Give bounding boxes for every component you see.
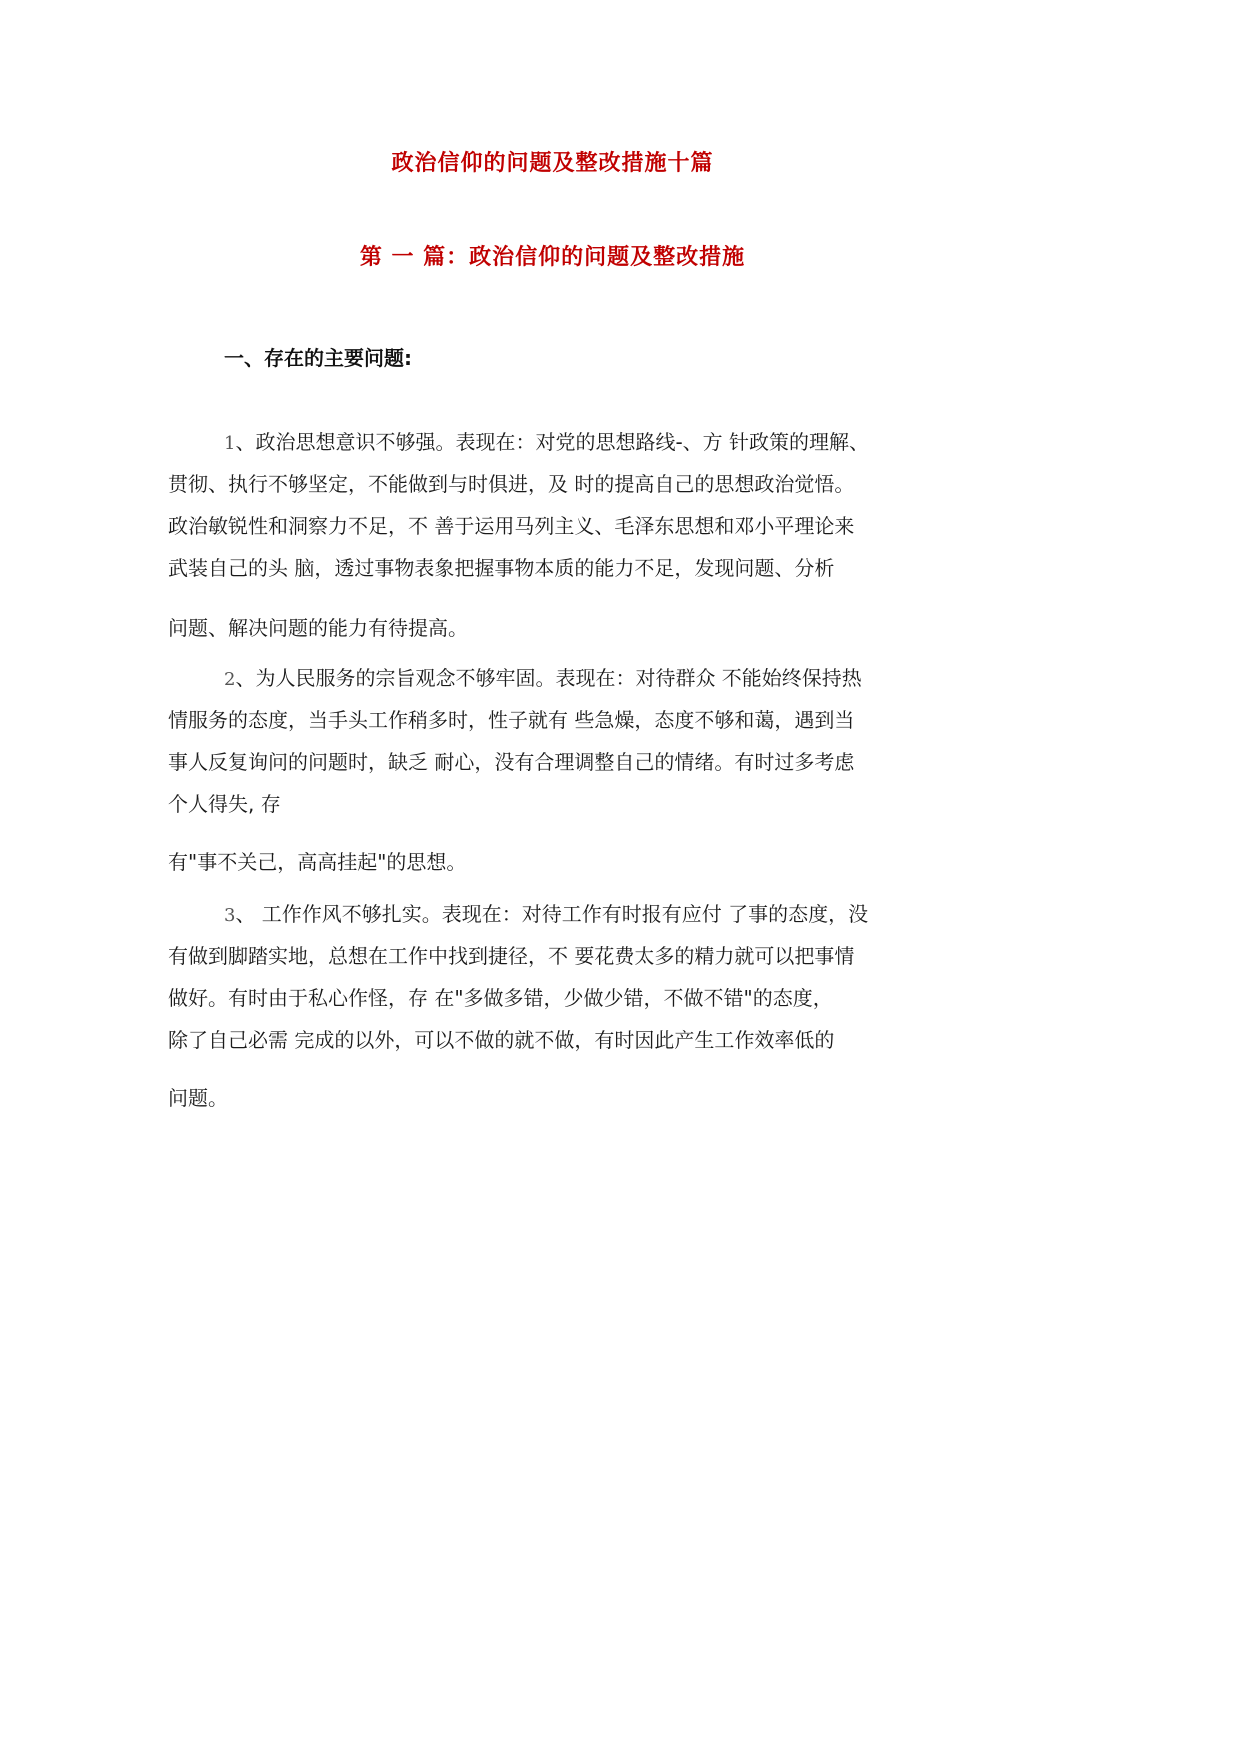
item-3-line-1: 3、 工作作风不够扎实。表现在：对待工作有时报有应付 了事的态度，没: [224, 902, 869, 926]
item-3-line-2: 有做到脚踏实地，总想在工作中找到捷径，不 要花费太多的精力就可以把事情: [168, 944, 855, 968]
item-1-line-2: 贯彻、执行不够坚定，不能做到与时俱进，及 时的提高自己的思想政治觉悟。: [168, 472, 855, 496]
item-3-line-3: 做好。有时由于私心作怪，存 在"多做多错，少做少错，不做不错"的态度，: [168, 986, 833, 1010]
item-3-number: 3: [224, 905, 236, 926]
item-2-number: 2: [224, 669, 236, 690]
item-1-line-5: 问题、解决问题的能力有待提高。: [168, 616, 468, 640]
item-2-line-4: 个人得失, 存: [168, 792, 281, 816]
item-3-line-4: 除了自己必需 完成的以外，可以不做的就不做，有时因此产生工作效率低的: [168, 1028, 835, 1052]
item-2-line-2: 情服务的态度，当手头工作稍多时，性子就有 些急燥，态度不够和蔼，遇到当: [168, 708, 855, 732]
item-2-line-5: 有"事不关己，高高挂起"的思想。: [168, 850, 467, 874]
item-2-line-3: 事人反复询问的问题时，缺乏 耐心，没有合理调整自己的情绪。有时过多考虑: [168, 750, 855, 774]
item-2-line-1: 2、为人民服务的宗旨观念不够牢固。表现在：对待群众 不能始终保持热: [224, 666, 862, 690]
item-1-line-4: 武装自己的头 脑，透过事物表象把握事物本质的能力不足，发现问题、分析: [168, 556, 835, 580]
item-1-number: 1: [224, 433, 236, 454]
document-title: 政治信仰的问题及整改措施十篇: [391, 151, 714, 176]
chapter-title: 第 一 篇：政治信仰的问题及整改措施: [359, 245, 746, 270]
item-1-line-3: 政治敏锐性和洞察力不足，不 善于运用马列主义、毛泽东思想和邓小平理论来: [168, 514, 855, 538]
section-heading: 一、存在的主要问题:: [224, 346, 412, 370]
item-3-line-5: 问题。: [168, 1086, 228, 1110]
item-1-line-1: 1、政治思想意识不够强。表现在：对党的思想路线-、方 针政策的理解、: [224, 430, 870, 454]
